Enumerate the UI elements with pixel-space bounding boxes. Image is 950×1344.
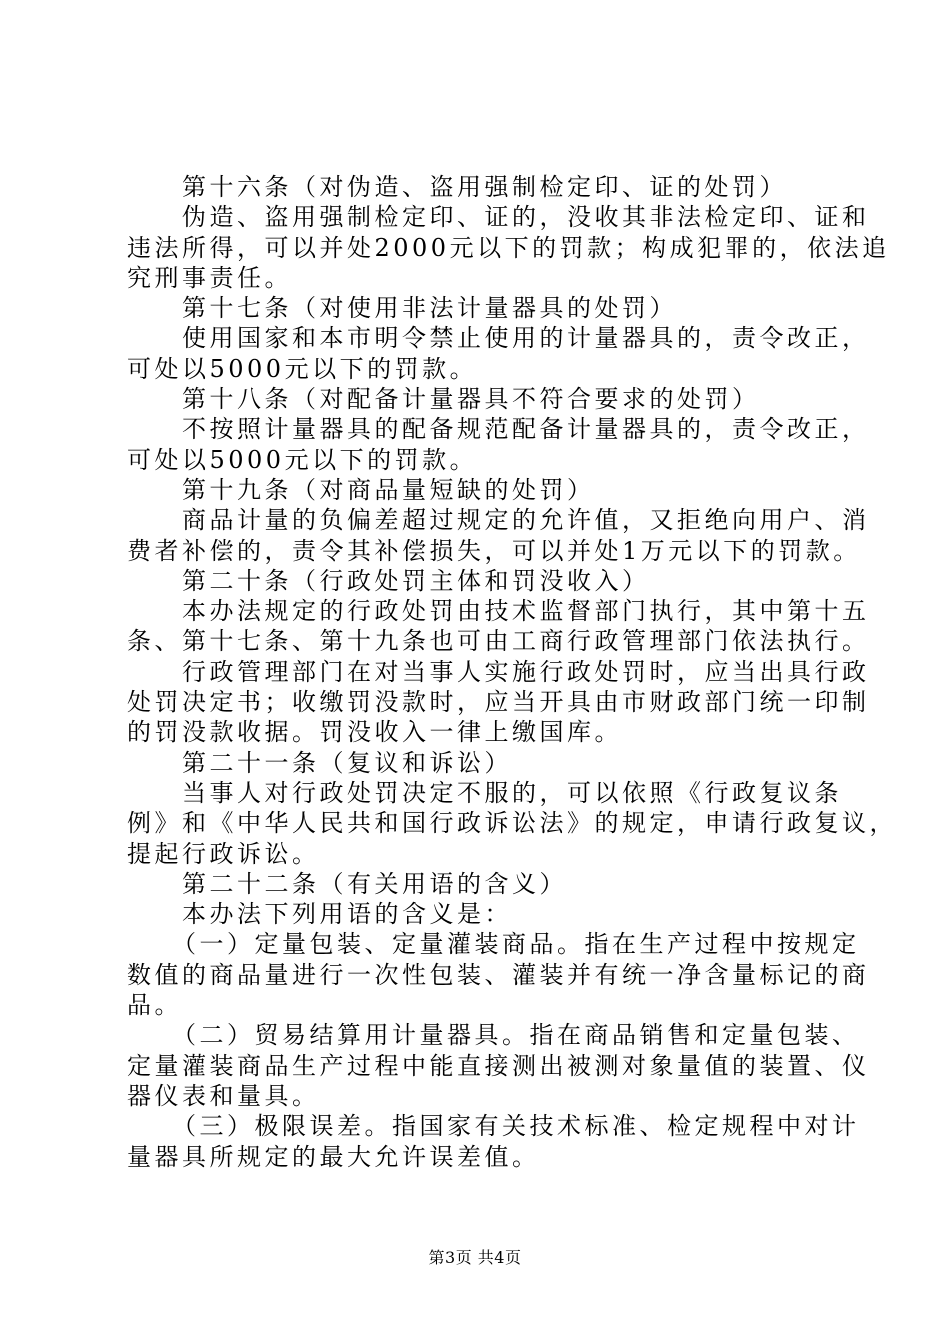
paragraph-line: 数值的商品量进行一次性包装、灌装并有统一净含量标记的商 [127,960,870,989]
page-footer: 第3页 共4页 [428,1248,522,1267]
definition-item-1: （一）定量包装、定量灌装商品。指在生产过程中按规定 [172,930,860,959]
paragraph-line: 定量灌装商品生产过程中能直接测出被测对象量值的装置、仪 [127,1051,870,1080]
paragraph-line: 伪造、盗用强制检定印、证的，没收其非法检定印、证和 [182,203,870,232]
paragraph-line: 商品计量的负偏差超过规定的允许值，又拒绝向用户、消 [182,506,870,535]
article-heading-21: 第二十一条（复议和诉讼） [182,748,512,777]
definition-item-2: （二）贸易结算用计量器具。指在商品销售和定量包装、 [172,1021,860,1050]
paragraph-line: 的罚没款收据。罚没收入一律上缴国库。 [127,718,622,747]
paragraph-line: 可处以5000元以下的罚款。 [127,354,478,383]
paragraph-line: 不按照计量器具的配备规范配备计量器具的，责令改正， [182,415,870,444]
document-body [127,172,897,1172]
article-heading-22: 第二十二条（有关用语的含义） [182,869,567,898]
paragraph-line: 费者补偿的，责令其补偿损失，可以并处1万元以下的罚款。 [127,536,861,565]
paragraph-line: 行政管理部门在对当事人实施行政处罚时，应当出具行政 [182,657,870,686]
paragraph-line: 究刑事责任。 [127,263,292,292]
paragraph-line: 当事人对行政处罚决定不服的，可以依照《行政复议条 [182,778,842,807]
paragraph-line: 器仪表和量具。 [127,1081,320,1110]
paragraph-line: 例》和《中华人民共和国行政诉讼法》的规定，申请行政复议， [127,809,897,838]
paragraph-line: 本办法规定的行政处罚由技术监督部门执行，其中第十五 [182,597,870,626]
paragraph-line: 违法所得，可以并处2000元以下的罚款；构成犯罪的，依法追 [127,233,890,262]
paragraph-line: 使用国家和本市明令禁止使用的计量器具的，责令改正， [182,324,870,353]
article-heading-19: 第十九条（对商品量短缺的处罚） [182,475,595,504]
paragraph-line: 条、第十七条、第十九条也可由工商行政管理部门依法执行。 [127,627,870,656]
paragraph-line: 处罚决定书；收缴罚没款时，应当开具由市财政部门统一印制 [127,688,870,717]
article-heading-18: 第十八条（对配备计量器具不符合要求的处罚） [182,385,760,414]
paragraph-line: 品。 [127,991,182,1020]
article-heading-20: 第二十条（行政处罚主体和罚没收入） [182,566,650,595]
paragraph-line: 本办法下列用语的含义是： [182,900,512,929]
paragraph-line: 量器具所规定的最大允许误差值。 [127,1142,540,1171]
paragraph-line: 可处以5000元以下的罚款。 [127,445,478,474]
paragraph-line: 提起行政诉讼。 [127,839,320,868]
definition-item-3: （三）极限误差。指国家有关技术标准、检定规程中对计 [172,1112,860,1141]
article-heading-16: 第十六条（对伪造、盗用强制检定印、证的处罚） [182,173,787,201]
article-heading-17: 第十七条（对使用非法计量器具的处罚） [182,294,677,323]
